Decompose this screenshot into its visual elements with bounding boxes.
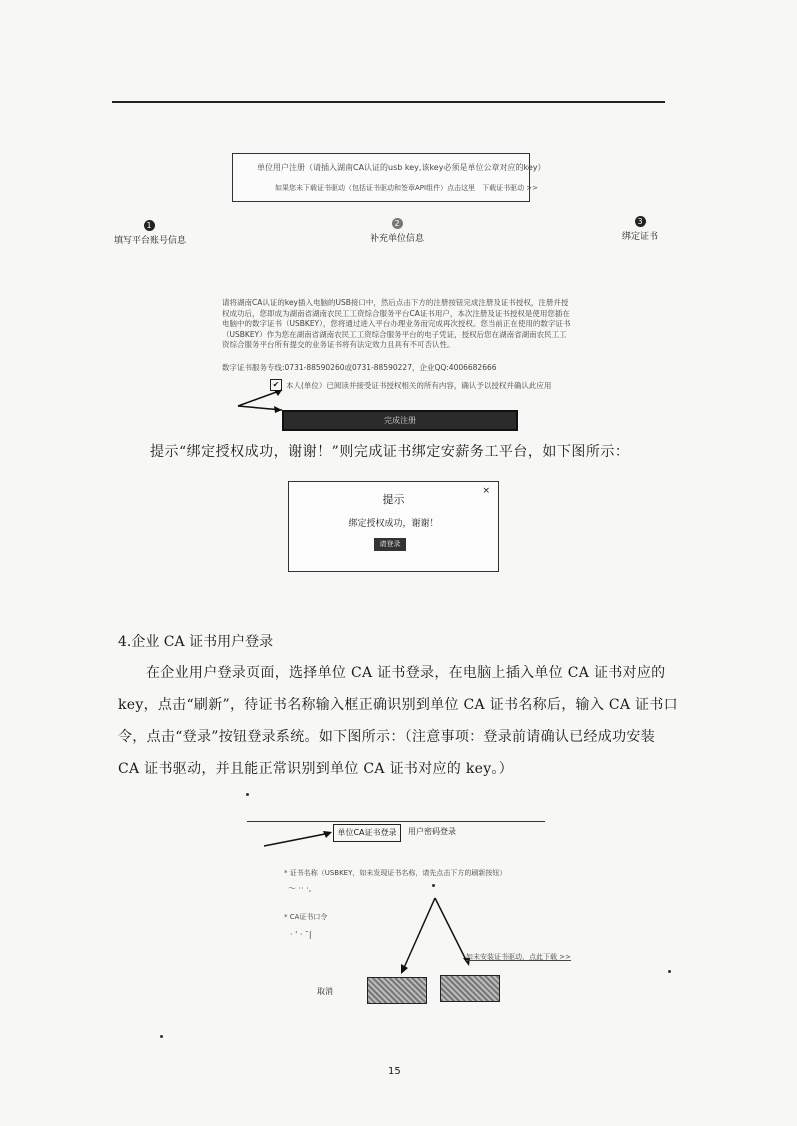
section-paragraph: [118, 657, 678, 785]
cancel-link[interactable]: 取消: [317, 987, 333, 996]
page-number: 15: [388, 1066, 401, 1077]
header-rule: [112, 101, 665, 103]
arrows-icon: [395, 890, 495, 980]
complete-register-button[interactable]: 完成注册: [282, 410, 518, 431]
agree-checkbox[interactable]: ✔: [270, 379, 282, 391]
login-submit-button[interactable]: [440, 975, 500, 1002]
service-hotline: 数字证书服务专线:0731-88590260或0731-88590227，企业QQ:4006682666: [222, 363, 497, 372]
tab-ca-login[interactable]: 单位CA证书登录: [333, 824, 401, 842]
step-1: [114, 220, 187, 246]
cert-name-label: * 证书名称（USBKEY，如未发现证书名称，请先点击下方的刷新按钮）: [284, 869, 507, 877]
dialog-message: 绑定授权成功，谢谢！: [348, 519, 439, 529]
refresh-button[interactable]: [367, 977, 427, 1004]
step-number-icon: 1: [144, 220, 155, 231]
step-number-icon: 2: [392, 218, 403, 229]
pin-input[interactable]: · ' · ¯|: [290, 930, 312, 939]
register-notice-box: [232, 153, 546, 202]
cert-name-input[interactable]: ～ ·· ·,: [288, 884, 312, 893]
step-3: [612, 216, 668, 242]
arrow-icon: [230, 380, 290, 414]
close-icon[interactable]: ×: [482, 486, 490, 496]
driver-download-link[interactable]: 如未安装证书驱动，点此下载 >>: [466, 953, 571, 961]
hint-sentence: 提示“绑定授权成功，谢谢！”则完成证书绑定安薪务工平台，如下图所示：: [150, 444, 630, 460]
dialog-title: 提示: [382, 493, 405, 506]
register-description: 请将湖南CA认证的key插入电脑的USB接口中，然后点击下方的注册按钮完成注册及证书授权，注册并授权成功后，您即成为湖南省湖南农民工工资综合服务平台CA证书用户，本次注册及证书授权是使用您插在电脑中的数字证书（USBKEY），您将通过进入平台办理业务而完成再次授权。您当前正在使用的数字证书（USBKEY）作为您在湖南省湖南农民工工资综合服务平台的电子凭证，授权后您在湖南省湖南农民工工资综合服务平台所有提交的业务证书将有法定效力且具有不可否认性。: [222, 298, 571, 349]
agree-text: 本人(单位）已阅读并接受证书授权相关的所有内容，确认予以授权并确认此应用: [286, 381, 552, 390]
pin-label: * CA证书口令: [284, 913, 328, 921]
tab-password-login[interactable]: 用户密码登录: [408, 827, 456, 836]
register-notice-line1: 单位用户注册（请插入湖南CA认证的usb key,该key必须是单位公章对应的key）: [257, 163, 546, 172]
step-label: 补充单位信息: [369, 234, 424, 244]
arrow-icon: [260, 828, 336, 850]
step-number-icon: 3: [635, 216, 646, 227]
section-paragraph-text: 在企业用户登录页面，选择单位 CA 证书登录，在电脑上插入单位 CA 证书对应的 key，点击“刷新”，待证书名称输入框正确识别到单位 CA 证书名称后，输入 CA 证书口令，点击“登录”按钮登录系统。如下图所示：（注意事项：登录前请确认已经成功安装 CA 证书驱动，并且能正常识别到单位 CA 证书对应的 key。）: [118, 665, 678, 777]
download-driver-line[interactable]: 如果您未下载证书驱动（包括证书驱动和签章API组件）点击这里 下载证书驱动 >>: [275, 184, 539, 192]
login-button[interactable]: 请登录: [374, 538, 406, 551]
step-label: 填写平台账号信息: [114, 236, 187, 246]
step-2: [362, 218, 432, 244]
step-label: 绑定证书: [621, 232, 658, 242]
scan-dot: [246, 793, 249, 796]
login-tab-rule: [247, 821, 545, 822]
section-heading: 4.企业 CA 证书用户登录: [118, 634, 274, 650]
scan-dot: [668, 970, 671, 973]
success-dialog: [288, 481, 499, 572]
input-mark: [432, 884, 435, 887]
scan-dot: [160, 1035, 163, 1038]
